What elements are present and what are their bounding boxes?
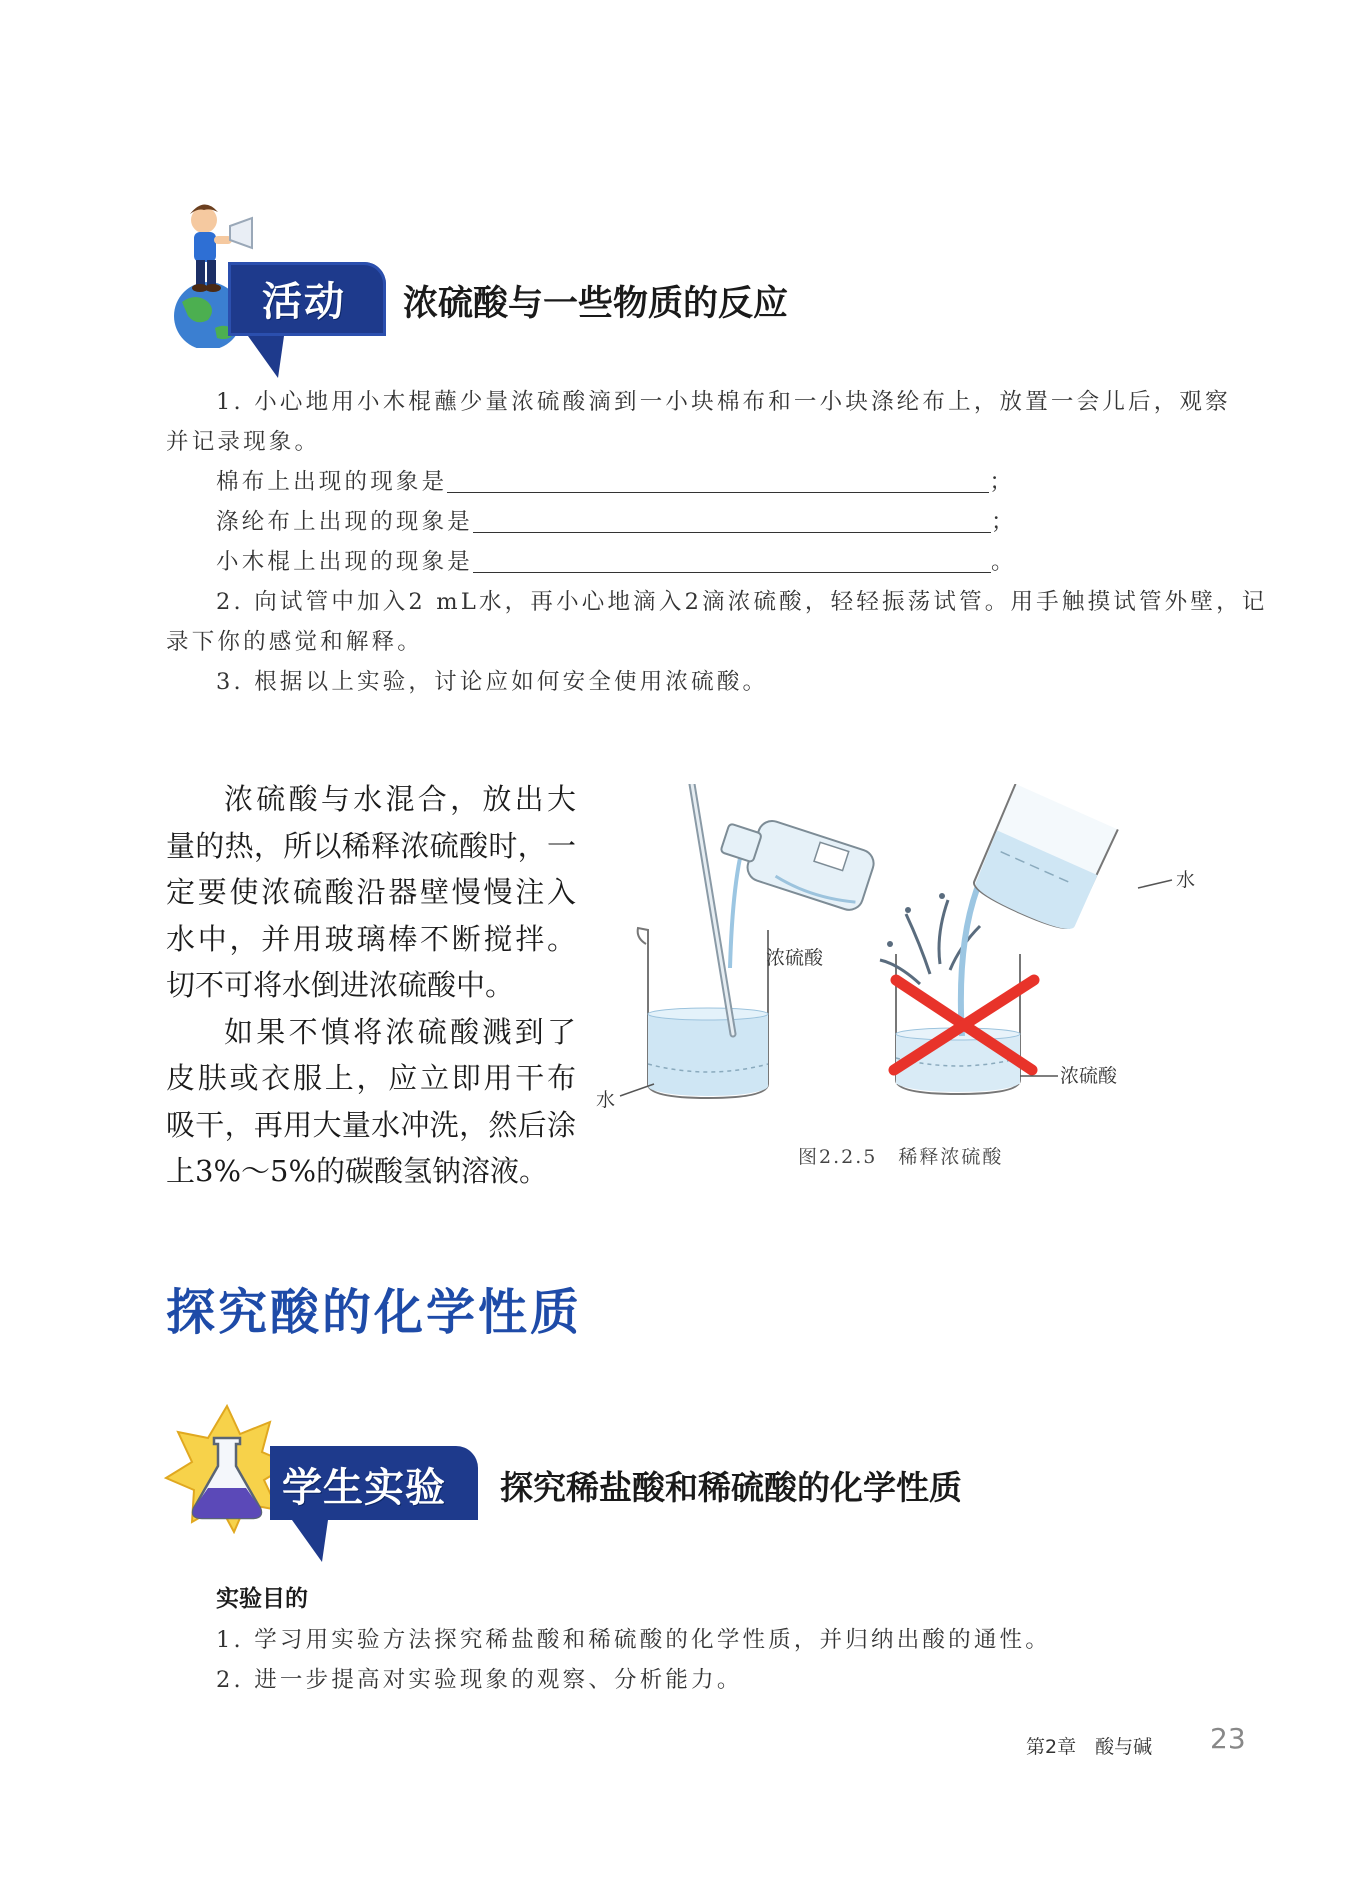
blank-stick-answer-line[interactable]	[473, 550, 991, 573]
activity-step3: 3. 根据以上实验，讨论应如何安全使用浓硫酸。	[216, 669, 769, 695]
para1-line2: 量的热，所以稀释浓硫酸时，一	[166, 828, 576, 863]
para1-line3: 定要使浓硫酸沿器壁慢慢注入	[166, 875, 576, 909]
para2-line4: 上3%～5%的碳酸氢钠溶液。	[166, 1154, 549, 1188]
blank-stick-punct: 。	[991, 549, 1017, 575]
blank-polyester-row	[216, 502, 1017, 542]
para2-line3: 吸干，再用大量水冲洗，然后涂	[166, 1107, 576, 1142]
left-acid-label: 浓硫酸	[766, 947, 824, 969]
dilution-figure	[590, 784, 1230, 1114]
footer-chapter: 第2章 酸与碱	[1026, 1736, 1153, 1758]
activity-step2-line1: 2. 向试管中加入2 mL水，再小心地滴入2滴浓硫酸，轻轻振荡试管。用手触摸试管外壁，记	[216, 589, 1268, 615]
para2-line1: 如果不慎将浓硫酸溅到了	[224, 1014, 576, 1049]
correct-method-illustration	[638, 784, 878, 1098]
page-number: 23	[1210, 1722, 1246, 1755]
blank-cotton-punct: ；	[989, 469, 1016, 495]
figure-caption: 图2.2.5 稀释浓硫酸	[798, 1146, 1004, 1168]
purpose-item-2: 2. 进一步提高对实验现象的观察、分析能力。	[216, 1667, 743, 1693]
wrong-method-illustration	[880, 784, 1118, 1094]
activity-step2-line2: 录下你的感觉和解释。	[166, 629, 424, 655]
activity-badge-tail-icon	[246, 336, 286, 378]
experiment-badge-label: 学生实验	[282, 1465, 446, 1511]
experiment-title: 探究稀盐酸和稀硫酸的化学性质	[500, 1468, 962, 1507]
blank-polyester-answer-line[interactable]	[473, 510, 991, 533]
right-acid-label: 浓硫酸	[1060, 1065, 1118, 1087]
purpose-heading: 实验目的	[216, 1586, 308, 1612]
blank-polyester-punct: ；	[991, 509, 1017, 535]
para1-line5: 切不可将水倒进浓硫酸中。	[166, 968, 515, 1002]
activity-step1-line2: 并记录现象。	[166, 429, 321, 455]
activity-step1-line1: 1. 小心地用小木棍蘸少量浓硫酸滴到一小块棉布和一小块涤纶布上，放置一会儿后，观察	[216, 389, 1231, 415]
activity-badge-label: 活动	[262, 279, 346, 325]
para2-line2: 皮肤或衣服上，应立即用干布	[166, 1061, 576, 1095]
experiment-badge-tail-icon	[290, 1520, 330, 1562]
blank-polyester-label: 涤纶布上出现的现象是	[216, 509, 474, 535]
blank-stick-label: 小木棍上出现的现象是	[216, 549, 474, 575]
purpose-item-1: 1. 学习用实验方法探究稀盐酸和稀硫酸的化学性质，并归纳出酸的通性。	[216, 1627, 1051, 1653]
blank-cotton-row	[216, 462, 1015, 502]
left-water-label: 水	[596, 1089, 616, 1111]
blank-stick-row	[216, 542, 1017, 582]
activity-title: 浓硫酸与一些物质的反应	[403, 284, 789, 324]
dilution-paragraph	[166, 776, 576, 1195]
section-title: 探究酸的化学性质	[166, 1284, 583, 1341]
blank-cotton-label: 棉布上出现的现象是	[216, 469, 448, 495]
right-water-label: 水	[1176, 869, 1196, 891]
para1-line1: 浓硫酸与水混合，放出大	[224, 782, 576, 816]
blank-cotton-answer-line[interactable]	[447, 470, 989, 493]
para1-line4: 水中，并用玻璃棒不断搅拌。	[166, 921, 576, 956]
